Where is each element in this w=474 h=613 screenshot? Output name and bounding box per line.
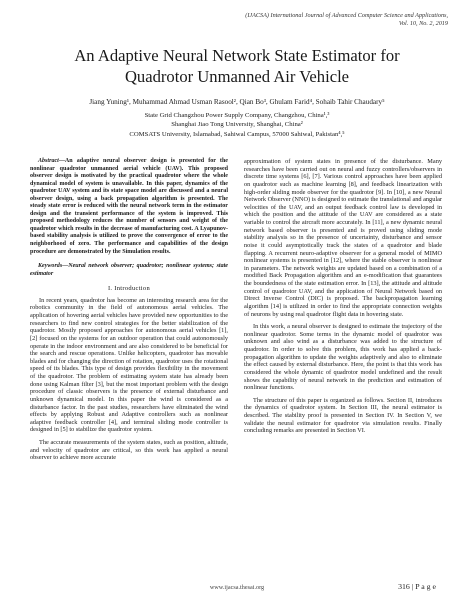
affiliation-3: COMSATS University, Islamabad, Sahiwal Campus, 57000 Sahiwal, Pakistan⁴,⁵ — [129, 130, 345, 138]
page-number: 316 | P a g e — [398, 582, 436, 591]
right-paragraph-1: approximation of system states in presence of the disturbance. Many researches have been carried out on neural and fuzzy controllers/observers in discrete time systems [6], [7]. Various control approaches have been applied on quadrotor such as machine learning [8], and feedback linearization with high-order sliding mode observer for the quadrotor [9]. In [10], a new Neural Network Observer (NNO) is designed to estimate the translational and angular velocities of the UAV, and an output feedback control law is developed in which the position and the attitude of the UAV are considered as a state variable to control the aircraft more accurately. In [11], a new dynamic neural network based observer is presented and is proved using sliding mode stability analysis so in the presence of uncertainty, disturbance and sensor noise it could asymptotically track the states of a quadrotor and blade flapping. A recurrent neuro-adaptive observer for a general model of MIMO nonlinear systems is presented in [12], where the stable observer is nonlinear in parameters. The network weights are updated based on a combination of a modified Back Propagation algorithm and an e-modification that guarantees the boundedness of the state estimation error. In [13], the attitude and altitude control of quadrotor UAV, and the application of Neural Network based on Direct Inverse Control (DIC) is proposed. The backpropagation learning algorithm [14] is utilized in order to find the appropriate connection weights of neurons by using real quadrotor flight data in hovering state. — [244, 158, 442, 318]
affiliation-2: Shanghai Jiao Tong University, Shanghai, China² — [171, 121, 303, 129]
intro-paragraph-2: The accurate measurements of the system states, such as position, altitude, and velocity of quadrotor are critical, so this work has applied a neural observer to achieve more accurate — [30, 439, 228, 462]
intro-paragraph-1: In recent years, quadrotor has become an interesting research area for the robotics community in the field of autonomous aerial vehicles. The application of hovering aerial vehicles have provided new opportunities to the researchers to find new control strategies for the better stabilization of the quadrotor. Mostly proposed approaches for autonomous aerial vehicles [1], [2] focused on the systems for an outdoor operation that could autonomously operate in the indoor environment and are also considered to be beneficial for the search and rescue operations. Unlike helicopters, quadrotor has movable blades and for changing the direction of rotation, quadrotor uses the rotational speed of its blades. This type of design provides flexibility in the movement of the quadrotor. The problem of estimating system state has already been done using Kalman filter [3], but the most important problem with the design procedure of classic observers is the presence of external disturbance and unknown dynamical model. In this paper the wind is considered as a disturbance factor. In the past studies, researchers have eliminated the wind effects by applying Robust and Adaptive controllers such as nonlinear adaptive feedback controller [4], and terminal sliding mode controller is designed in [5] to stabilize the quadrotor system. — [30, 296, 228, 434]
right-paragraph-3: The structure of this paper is organized as follows. Section II, introduces the dynamics of quadrotor system. In Section III, the neural estimator is described. The stability proof is presented in Section IV. In Section V, we validate the neural estimator for quadrotor via simulation results. Finally concluding remarks are presented in Section VI. — [244, 396, 442, 435]
abstract-text: —An adaptive neural observer design is presented for the nonlinear quadrotor unmanned aerial vehicle (UAV). This proposed observer design is motivated by the practical quadrotor where the whole dynamical model of system is unavailable. In this paper, dynamics of the quadrotor UAV system and its state space model are discussed and a neural observer design, using a back propagation algorithm is presented. The steady state error is reduced with the neural network term in the estimator design and the transient performance of the system is improved. This proposed methodology reduces the number of sensors and weight of the quadrotor which results in the decrease of manufacturing cost. A Lyapunov-based stability analysis is utilized to prove the convergence of error to the neighborhood of zero. The performance and capabilities of the design procedure are demonstrated by the Simulation results. — [30, 158, 228, 255]
section-heading-introduction: I. Introduction — [107, 285, 151, 293]
author-list: Jiang Yuning¹, Muhammad Ahmad Usman Rasool², Qian Bo³, Ghulam Farid⁴, Sohaib Tahir Chaudary⁵ — [89, 98, 385, 106]
journal-header — [88, 12, 448, 27]
journal-line-2: Vol. 10, No. 2, 2019 — [398, 19, 448, 27]
left-column — [30, 158, 228, 462]
footer-url: www.ijacsa.thesai.org — [209, 584, 265, 591]
journal-line-1: (IJACSA) International Journal of Advanced Computer Science and Applications, — [245, 12, 448, 19]
title-line-2: Quadrotor Unmanned Air Vehicle — [124, 67, 350, 86]
paper-title — [20, 45, 454, 87]
affiliation-1: State Grid Changzhou Power Supply Company, Changzhou, China¹,³ — [144, 112, 330, 119]
keywords: Keywords—Neural network observer; quadrotor; nonlinear systems; state estimator — [30, 263, 228, 277]
title-line-1: An Adaptive Neural Network State Estimator for — [74, 46, 400, 65]
abstract-lead: Abstract — [38, 158, 59, 164]
right-paragraph-2: In this work, a neural observer is designed to estimate the trajectory of the nonlinear quadrotor. Some terms in the dynamic model of quadrotor was unknown and also wind as a disturbance was added to the structure of quadrotor. In order to solve this problem, this work has applied a back-propagation algorithm to update the weights adaptively and also to eliminate the effect caused by external disturbance. Here, the point is that this work has considered the whole dynamic of quadrotor model undefined and the result shows the capability of neural network in the prediction and estimation of nonlinear functions. — [244, 323, 442, 392]
right-column — [244, 158, 442, 435]
affiliations — [20, 111, 454, 139]
abstract — [30, 158, 228, 256]
